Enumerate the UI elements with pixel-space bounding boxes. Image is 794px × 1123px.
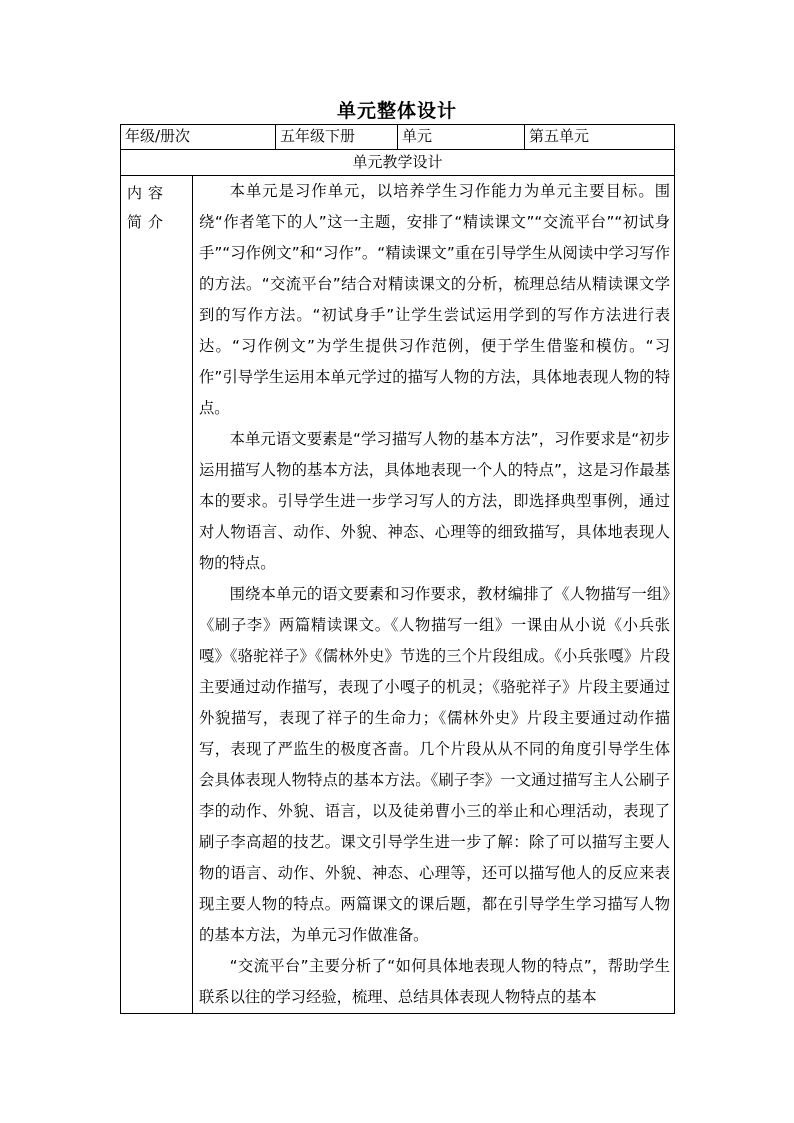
page-title: 单元整体设计 <box>336 100 457 122</box>
unit-value: 第五单元 <box>525 125 675 150</box>
info-row <box>121 125 675 150</box>
design-header: 单元教学设计 <box>121 150 675 176</box>
grade-value: 五年级下册 <box>276 125 398 150</box>
content-row <box>121 176 675 1014</box>
unit-label: 单元 <box>398 125 525 150</box>
grade-label: 年级/册次 <box>121 125 276 150</box>
intro-paragraph-2: 本单元语文要素是“学习描写人物的基本方法”，习作要求是“初步运用描写人物的基本方法，具体地表现一个人的特点”，这是习作最基本的要求。引导学生进一步学习写人的方法，即选择典型事例，通过对人物语言、动作、外貌、神态、心理等的细致描写，具体地表现人物的特点。 <box>199 430 670 572</box>
intro-label: 内容简介 <box>121 176 193 1014</box>
unit-design-table <box>120 124 675 1014</box>
design-header-row <box>121 150 675 176</box>
intro-paragraph-3: 围绕本单元的语文要素和习作要求，教材编排了《人物描写一组》《刷子李》两篇精读课文。《人物描写一组》一课由从小说《小兵张嘎》《骆驼祥子》《儒林外史》节选的三个片段组成。《小兵张嘎》片段主要通过动作描写，表现了小嘎子的机灵；《骆驼祥子》片段主要通过外貌描写，表现了祥子的生命力；《儒林外史》片段主要通过动作描写，表现了严监生的极度吝啬。几个片段从从不同的角度引导学生体会具体表现人物特点的基本方法。《刷子李》一文通过描写主人公刷子李的动作、外貌、语言，以及徒弟曹小三的举止和心理活动，表现了刷子李高超的技艺。课文引导学生进一步了解：除了可以描写主要人物的语言、动作、外貌、神态、心理等，还可以描写他人的反应来表现主要人物的特点。两篇课文的课后题，都在引导学生学习描写人物的基本方法，为单元习作做准备。 <box>199 585 670 944</box>
intro-content <box>193 176 675 1014</box>
intro-paragraph-4: “交流平台”主要分析了“如何具体地表现人物的特点”，帮助学生联系以往的学习经验，梳理、总结具体表现人物特点的基本 <box>199 957 670 1006</box>
intro-paragraph-1: 本单元是习作单元，以培养学生习作能力为单元主要目标。围绕“作者笔下的人”这一主题，安排了“精读课文”“交流平台”“初试身手”“习作例文”和“习作”。“精读课文”重在引导学生从阅读中学习写作的方法。“交流平台”结合对精读课文的分析，梳理总结从精读课文学到的写作方法。“初试身手”让学生尝试运用学到的写作方法进行表达。“习作例文”为学生提供习作范例，便于学生借鉴和模仿。“习作”引导学生运用本单元学过的描写人物的方法，具体地表现人物的特点。 <box>199 182 670 417</box>
